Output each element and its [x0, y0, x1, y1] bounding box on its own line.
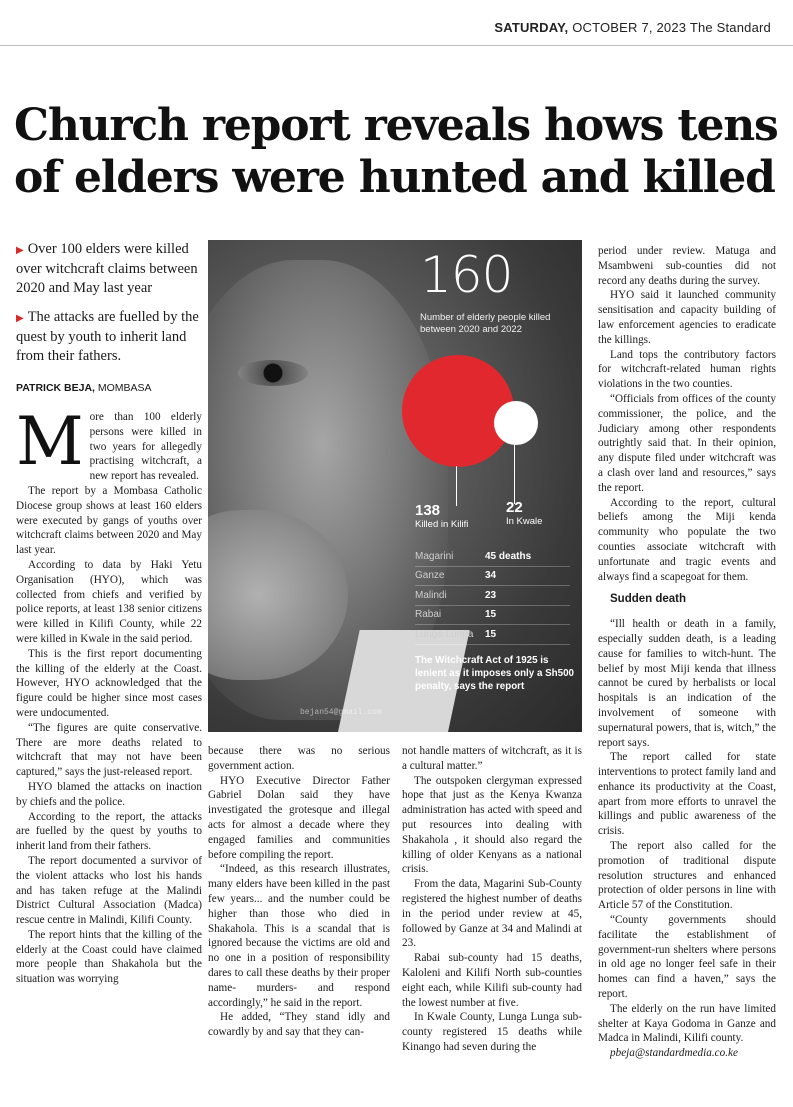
table-row: [415, 625, 570, 645]
paragraph: According to the report, the attacks are fuelled by the quest by youths to inherit land from their fathers.: [16, 810, 202, 853]
top-divider: [0, 45, 793, 46]
masthead-day: SATURDAY,: [494, 20, 569, 35]
article-column-4: [598, 244, 776, 1061]
headline: Church report reveals hows tens of elders were hunted and killed: [14, 100, 778, 203]
paragraph: Land tops the contributory factors for witchcraft-related human rights violations in the two counties.: [598, 348, 776, 391]
table-row: [415, 567, 570, 587]
kwale-value: 22: [506, 499, 523, 516]
byline: [16, 382, 152, 394]
lead-paragraph: [16, 403, 202, 484]
paragraph: He added, “They stand idly and cowardly by and say that they can-: [208, 1011, 390, 1039]
subcounty-name: Malindi: [415, 589, 447, 601]
witchcraft-act-note: The Witchcraft Act of 1925 is lenient as it imposes only a Sh500 penalty, says the report: [415, 655, 574, 692]
subcounty-name: Ganze: [415, 570, 445, 582]
death-count: 34: [485, 570, 497, 582]
paragraph: The report also called for the promotion of traditional dispute resolution structures and enhanced protection of older persons in line with Article 57 of the Constitution.: [598, 840, 776, 912]
author-name: PATRICK BEJA,: [16, 382, 95, 394]
death-count: 15: [485, 628, 497, 640]
paragraph: This is the first report documenting the killing of the elderly at the Coast. However, HYO acknowledged that the figure could be higher since most cases were undocumented.: [16, 647, 202, 719]
paragraph: “Officials from offices of the county commissioner, the police, and the Judiciary among other respondents outrightly said that. In their opinion, any dispute filed under witchcraft was a clash over land and resources,” says the report.: [598, 392, 776, 494]
paragraph: From the data, Magarini Sub-County registered the highest number of deaths in the period under review at 45, followed by Ganze at 34 and Malindi at 23.: [402, 878, 582, 950]
subhead-sudden-death: Sudden death: [610, 593, 687, 606]
subcounty-name: Lunga Lunga: [415, 628, 474, 640]
table-row: [415, 606, 570, 626]
total-killed-number: 160: [420, 246, 513, 304]
paragraph: “Ill health or death in a family, especially sudden death, is a leading cause for families to witch-hunt. The belief by most Miji kenda that illness cannot be cured by herbalists or local hospitals is an indication of the involvement of someone with supernatural powers, that is, witch,” the report says.: [598, 618, 776, 749]
table-row: [415, 586, 570, 606]
paragraph: HYO said it launched community sensitisation and capacity building of law enforcement agencies to eradicate the killings.: [598, 289, 776, 346]
death-count: 23: [485, 589, 497, 601]
lead-text: ore than 100 elderly persons were killed in two years for allegedly practising witchcraft, a new report has revealed.: [89, 411, 202, 483]
red-arrow-icon: ▶: [16, 313, 24, 324]
death-count: 45 deaths: [485, 550, 532, 562]
paragraph: The report by a Mombasa Catholic Diocese group shows at least 160 elders were executed by gangs of youths over witchcraft claims between 2020 and May last year.: [16, 484, 202, 557]
kwale-pointer-line: [514, 444, 515, 504]
death-count: 15: [485, 609, 497, 621]
total-killed-caption: Number of elderly people killed between 2020 and 2022: [420, 312, 551, 335]
kwale-bubble: [494, 401, 538, 445]
paragraph: because there was no serious government action.: [208, 745, 390, 772]
masthead-date: OCTOBER 7, 2023: [572, 20, 687, 35]
summary-text-1: Over 100 elders were killed over witchcraft claims between 2020 and May last year: [16, 241, 198, 296]
paragraph: The report called for state interventions to protect family land and enhance its productivity at the Coast, apart from more efforts to unravel the killings and public awareness of the crisis.: [598, 751, 776, 838]
subcounty-name: Rabai: [415, 609, 442, 621]
subcounty-name: Magarini: [415, 550, 454, 562]
kilifi-stat: [415, 503, 468, 531]
article-column-3: [402, 744, 582, 1055]
kwale-label: In Kwale: [506, 516, 543, 527]
paragraph: HYO blamed the attacks on inaction by chiefs and the police.: [16, 780, 202, 808]
paragraph: Rabai sub-county had 15 deaths, Kaloleni and Kilifi North sub-counties eight each, while Kilifi sub-county had the lowest number at five.: [402, 952, 582, 1009]
summary-text-2: The attacks are fuelled by the quest by youth to inherit land from their fathers.: [16, 309, 199, 364]
paragraph: period under review. Matuga and Msambweni sub-counties did not record any deaths during the survey.: [598, 245, 776, 287]
table-row: [415, 547, 570, 567]
kwale-stat: [506, 500, 542, 528]
masthead: [494, 20, 771, 35]
paragraph: “Indeed, as this research illustrates, many elders have been killed in the past few years... and the number could be higher than those who died in Shakahola. This is a scandal that is ignored because the victims are old and no one in a position of responsibility dares to call these deaths by their proper name- murders- and respond accordingly,” he said in the report.: [208, 863, 390, 1009]
paragraph: The elderly on the run have limited shelter at Kaya Godoma in Ganze and Madca in Malindi, Kilifi county.: [598, 1002, 776, 1045]
red-arrow-icon: ▶: [16, 245, 24, 256]
paragraph: “The figures are quite conservative. There are more deaths related to witchcraft that may not have been captured,” says the just-released report.: [16, 721, 202, 779]
author-location: MOMBASA: [97, 382, 152, 394]
paragraph: The report hints that the killing of the elderly at the Coast could have claimed more people than Shakahola but the situation was worrying: [16, 928, 202, 986]
drop-cap: M: [16, 403, 84, 480]
summary-point-1: [16, 240, 202, 298]
paragraph: The report documented a survivor of the violent attacks who lost his hands and has taken refuge at the Malindi District Cultural Association (Madca) rescue centre in Malindi, Kilifi County.: [16, 854, 202, 927]
kilifi-label: Killed in Kilifi: [415, 519, 469, 530]
beard-shape: [208, 510, 348, 680]
eye-shape: [238, 360, 308, 386]
paragraph: HYO Executive Director Father Gabriel Dolan said they have investigated the grotesque and illegal acts for almost a decade where they engaged families and communities before compiling the report.: [208, 774, 390, 861]
paragraph: According to data by Haki Yetu Organisation (HYO), which was collected from chiefs and verified by police reports, at least 138 senior citizens were killed in Kilifi County, while 22 were killed in Kwale in the said period.: [16, 558, 202, 645]
masthead-paper: The Standard: [689, 20, 771, 35]
kilifi-pointer-line: [456, 466, 457, 506]
image-watermark: bejan54@gmail.com: [300, 708, 382, 717]
paragraph: The outspoken clergyman expressed hope that just as the Kenya Kwanza administration has acted with speed and put resources into dealing with Shakahola , it should also regard the killing of older Kenyans as a national crisis.: [402, 774, 582, 876]
article-column-1: [16, 403, 202, 987]
paragraph: “County governments should facilitate the establishment of government-run shelters where persons in old age no longer feel safe in their homes can find a haven,” says the report.: [598, 914, 776, 1001]
article-column-2: [208, 744, 390, 1040]
paragraph: In Kwale County, Lunga Lunga sub-county registered 15 deaths while Kinango had seven during the: [402, 1011, 582, 1053]
deaths-by-subcounty-table: [415, 547, 570, 645]
paragraph: According to the report, cultural beliefs among the Miji kenda community who populate the two counties associate witchcraft with unfortunate and tragic events and always find a scapegoat for them.: [598, 496, 776, 583]
summary-point-2: [16, 308, 202, 366]
paragraph: not handle matters of witchcraft, as it is a cultural matter.”: [402, 745, 582, 772]
author-email: pbeja@standardmedia.co.ke: [610, 1047, 738, 1060]
kilifi-value: 138: [415, 502, 441, 519]
